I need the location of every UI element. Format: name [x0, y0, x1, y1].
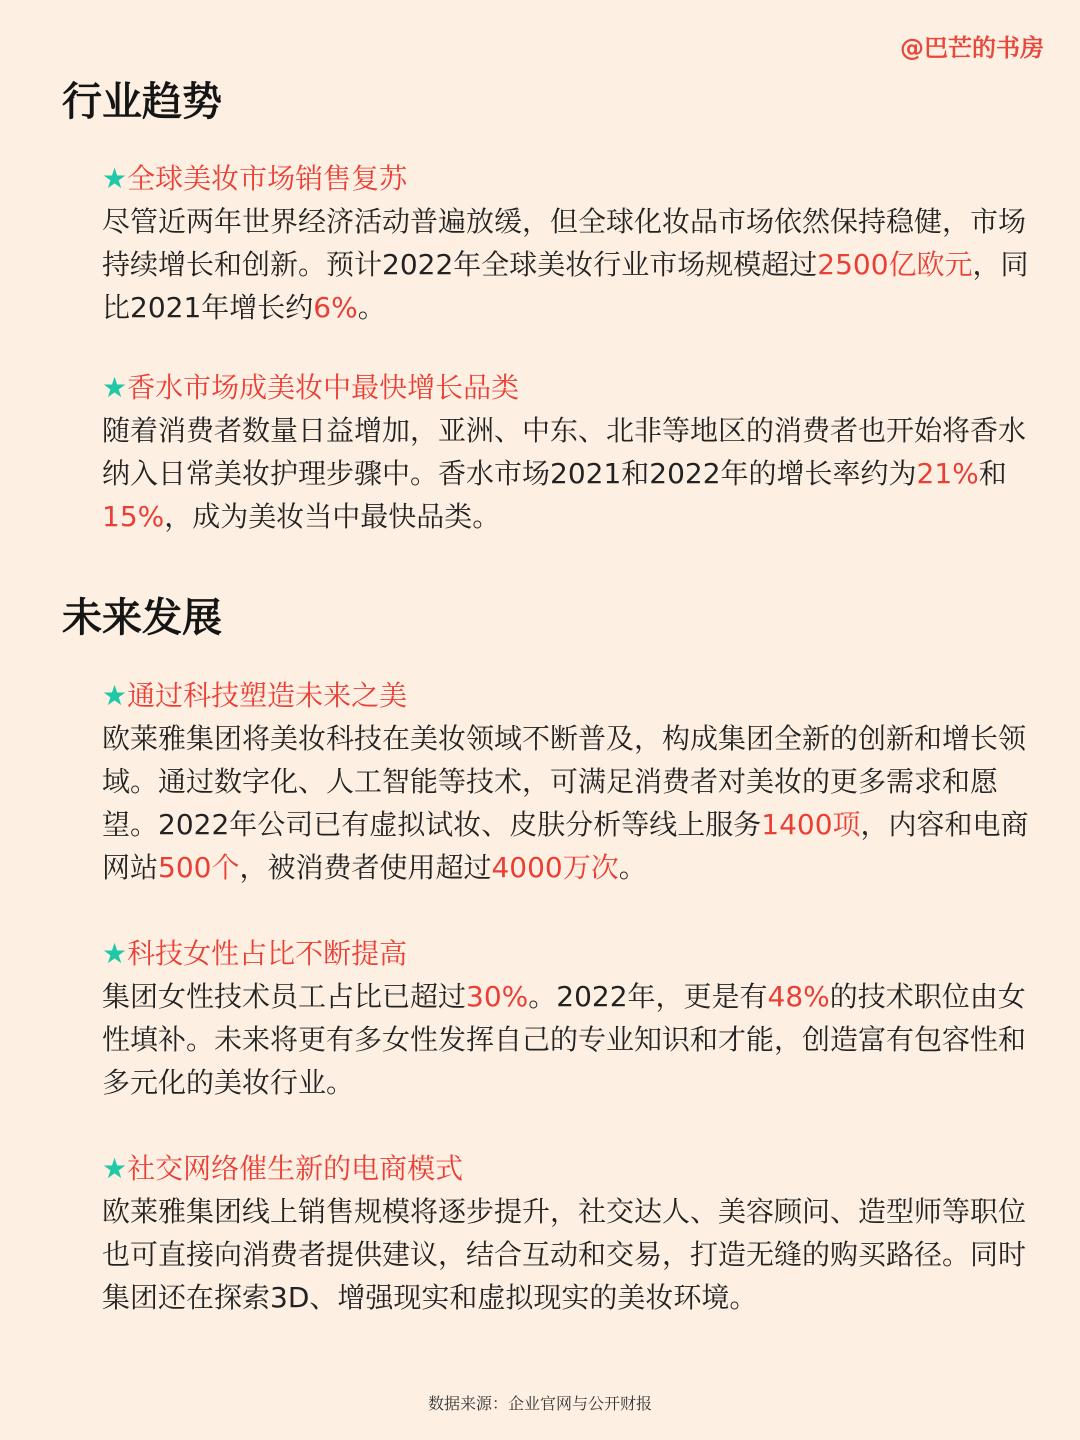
author-watermark: @巴芒的书房	[900, 34, 1044, 62]
item-heading-text: 通过科技塑造未来之美	[127, 679, 408, 712]
star-icon: ★	[102, 1152, 128, 1185]
body-text: 集团女性技术员工占比已超过	[102, 980, 467, 1013]
star-icon: ★	[102, 162, 128, 195]
item-heading-text: 香水市场成美妆中最快增长品类	[127, 371, 520, 404]
body-text: ，同比2021年增长约	[102, 248, 1029, 324]
item-body	[102, 717, 1032, 889]
trend-item-global-recovery	[102, 158, 1032, 329]
highlight-value: 1400项	[761, 808, 861, 841]
item-heading	[102, 158, 1032, 200]
highlight-value: 21%	[916, 457, 979, 490]
highlight-value: 2500亿欧元	[817, 248, 973, 281]
future-item-women-in-tech	[102, 933, 1032, 1104]
section-title-industry-trends: 行业趋势	[62, 79, 222, 125]
section-title-future-development: 未来发展	[62, 595, 222, 641]
item-heading-text: 社交网络催生新的电商模式	[127, 1152, 464, 1185]
item-heading	[102, 933, 1032, 975]
body-text: 。	[618, 851, 647, 884]
star-icon: ★	[102, 371, 128, 404]
body-text: 。	[357, 291, 386, 324]
body-text: 欧莱雅集团将美妆科技在美妆领域不断普及，构成集团全新的创新和增长领域。通过数字化、人工智能等技术，可满足消费者对美妆的更多需求和愿望。2022年公司已有虚拟试妆、皮肤分析等线上服务	[102, 722, 1027, 841]
body-text: 的技术职位由女性填补。未来将更有多女性发挥自己的专业知识和才能，创造富有包容性和多元化的美妆行业。	[102, 980, 1027, 1099]
highlight-value: 30%	[466, 980, 529, 1013]
item-heading-text: 科技女性占比不断提高	[127, 937, 408, 970]
body-text: ，成为美妆当中最快品类。	[164, 500, 501, 533]
item-body	[102, 975, 1032, 1104]
item-heading	[102, 675, 1032, 717]
body-text: 。2022年，更是有	[528, 980, 768, 1013]
highlight-value: 6%	[313, 291, 358, 324]
data-source-footer: 数据来源：企业官网与公开财报	[427, 1394, 652, 1413]
item-heading-text: 全球美妆市场销售复苏	[127, 162, 408, 195]
future-item-social-commerce	[102, 1148, 1032, 1319]
body-text: ，被消费者使用超过	[239, 851, 492, 884]
highlight-value: 15%	[102, 500, 165, 533]
highlight-value: 48%	[767, 980, 830, 1013]
item-body	[102, 1190, 1032, 1319]
highlight-value: 500个	[158, 851, 240, 884]
body-text: 尽管近两年世界经济活动普遍放缓，但全球化妆品市场依然保持稳健，市场持续增长和创新。预计2022年全球美妆行业市场规模超过	[102, 205, 1027, 281]
item-heading	[102, 1148, 1032, 1190]
trend-item-fragrance	[102, 367, 1032, 538]
body-text: ，内容和电商网站	[102, 808, 1029, 884]
star-icon: ★	[102, 937, 128, 970]
item-body	[102, 200, 1032, 329]
body-text: 欧莱雅集团线上销售规模将逐步提升，社交达人、美容顾问、造型师等职位也可直接向消费者提供建议，结合互动和交易，打造无缝的购买路径。同时集团还在探索3D、增强现实和虚拟现实的美妆环境。	[102, 1195, 1027, 1314]
body-text: 随着消费者数量日益增加，亚洲、中东、北非等地区的消费者也开始将香水纳入日常美妆护理步骤中。香水市场2021和2022年的增长率约为	[102, 414, 1027, 490]
item-heading	[102, 367, 1032, 409]
star-icon: ★	[102, 679, 128, 712]
item-body	[102, 409, 1032, 538]
future-item-beauty-tech	[102, 675, 1032, 889]
body-text: 和	[978, 457, 1007, 490]
highlight-value: 4000万次	[491, 851, 619, 884]
